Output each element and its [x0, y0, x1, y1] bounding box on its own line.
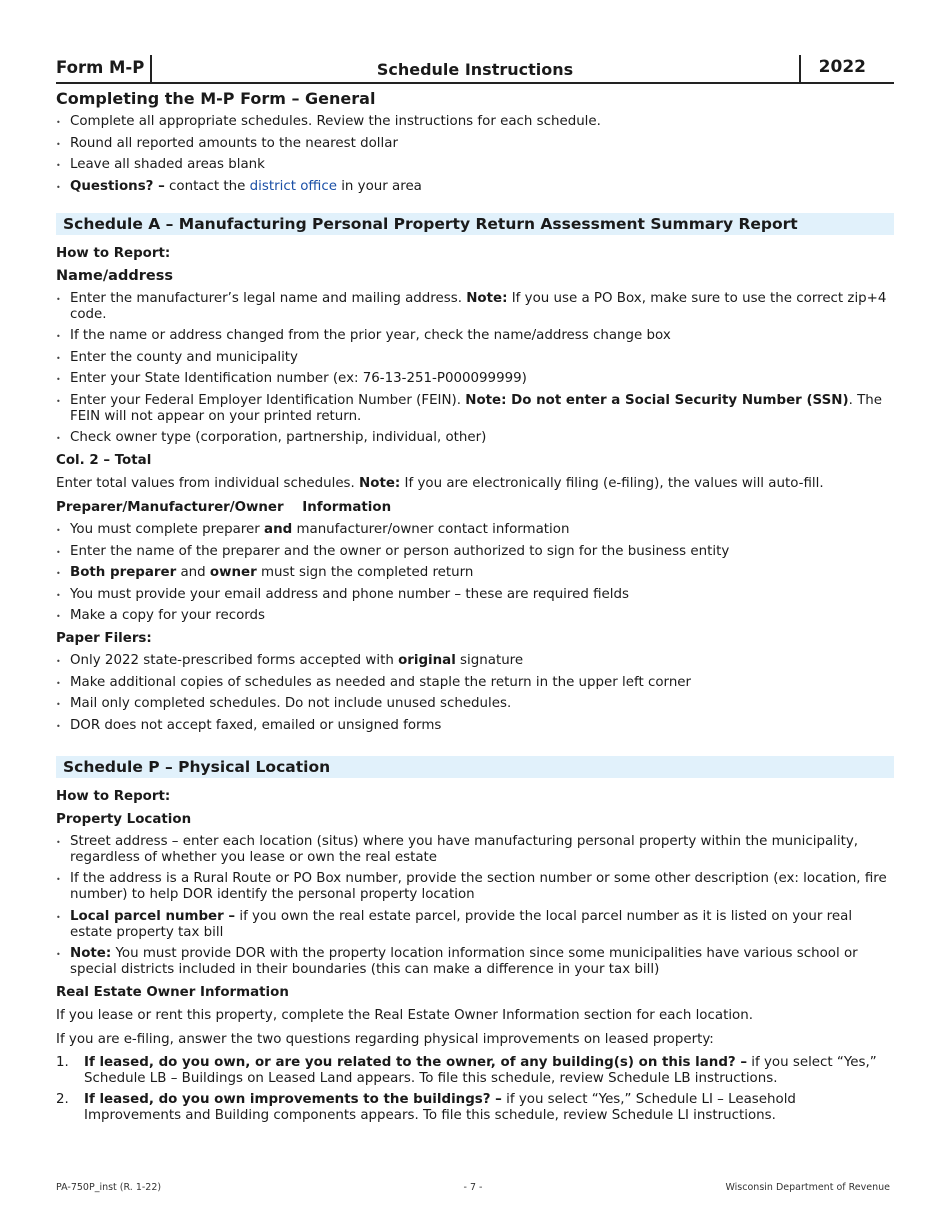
list-item: • DOR does not accept faxed, emailed or unsigned forms — [56, 718, 894, 734]
question-item — [56, 1092, 894, 1124]
note-label: Note: Do not enter a Social Security Number (SSN) — [465, 392, 849, 408]
item-text: if you select “Yes,” Schedule LB – Buildings on Leased Land appears. To file this schedule, review Schedule LB instructions. — [84, 1055, 877, 1086]
reo-paragraph: If you are e-filing, answer the two questions regarding physical improvements on leased property: — [56, 1032, 714, 1047]
note-label: Note: — [70, 946, 112, 961]
preparer-heading: Preparer/Manufacturer/Owner Information — [56, 500, 392, 515]
list-item: • Leave all shaded areas blank — [56, 157, 894, 173]
reo-paragraph: If you lease or rent this property, complete the Real Estate Owner Information section for each location. — [56, 1008, 753, 1023]
list-item — [56, 393, 894, 425]
bold-text: owner — [209, 565, 257, 580]
item-text: You must provide DOR with the property location information since some municipalities have various school or special districts included in their boundaries (this can make a difference in your tax bill) — [70, 946, 858, 977]
list-item: • Round all reported amounts to the nearest dollar — [56, 136, 894, 152]
header-year: 2022 — [818, 57, 866, 77]
page-header — [56, 52, 894, 84]
header-title: Schedule Instructions — [376, 60, 574, 79]
list-item: • Enter the county and municipality — [56, 350, 894, 366]
question-number: 1. — [56, 1055, 69, 1070]
item-text: . The FEIN will not appear on your printed return. — [70, 392, 882, 424]
list-item — [56, 909, 894, 941]
property-location-heading: Property Location — [56, 811, 192, 827]
question-item — [56, 1055, 894, 1087]
property-location-list — [56, 834, 894, 979]
header-divider-right — [799, 55, 801, 82]
list-item: • Street address – enter each location (situs) where you have manufacturing personal property within the municipality, regardless of whether you lease or own the real estate — [56, 834, 894, 866]
list-item: • Complete all appropriate schedules. Review the instructions for each schedule. — [56, 114, 894, 130]
form-code: PA-750P_inst (R. 1-22) — [56, 1182, 162, 1193]
list-item: • Enter the name of the preparer and the owner or person authorized to sign for the business entity — [56, 544, 894, 560]
list-item: • Enter your State Identification number (ex: 76-13-251-P000099999) — [56, 371, 894, 387]
item-text: and — [176, 565, 210, 580]
list-item — [56, 653, 894, 669]
schedule-p-how-to: How to Report: — [56, 788, 171, 804]
list-item: • If the address is a Rural Route or PO Box number, provide the section number or some other description (ex: location, fire number) to help DOR identify the personal property location — [56, 871, 894, 903]
form-label: Form M-P — [56, 58, 145, 77]
preparer-list — [56, 522, 894, 624]
item-text: manufacturer/owner contact information — [292, 522, 570, 537]
bold-text: Both preparer — [70, 565, 177, 580]
document-page — [56, 52, 894, 1129]
item-text: Enter the manufacturer’s legal name and mailing address. — [70, 290, 467, 306]
bold-text: If leased, do you own improvements to the buildings? – — [84, 1092, 502, 1107]
questions-text: contact the — [164, 178, 250, 194]
list-item: • Make additional copies of schedules as needed and staple the return in the upper left corner — [56, 675, 894, 691]
item-text: if you own the real estate parcel, provide the local parcel number as it is listed on your real estate property tax bill — [70, 908, 853, 940]
name-address-list — [56, 291, 894, 447]
list-item: • Check owner type (corporation, partnership, individual, other) — [56, 430, 894, 446]
list-item — [56, 946, 894, 978]
list-item: • If the name or address changed from the prior year, check the name/address change box — [56, 328, 894, 344]
paper-filers-list — [56, 653, 894, 734]
item-text: must sign the completed return — [256, 565, 474, 580]
paper-filers-heading: Paper Filers: — [56, 631, 152, 646]
item-text: Enter your Federal Employer Identification Number (FEIN). — [70, 392, 466, 408]
question-number: 2. — [56, 1092, 69, 1107]
page-number: - 7 - — [463, 1182, 483, 1193]
item-text: signature — [455, 653, 524, 668]
bold-text: If leased, do you own, or are you related to the owner, of any building(s) on this land? – — [84, 1055, 748, 1070]
schedule-a-how-to: How to Report: — [56, 245, 171, 261]
item-text: if you select “Yes,” Schedule LI – Leasehold Improvements and Building components appears. To file this schedule, review Schedule LI instructions. — [84, 1092, 796, 1123]
page-footer — [56, 1182, 890, 1196]
name-address-heading: Name/address — [56, 267, 173, 284]
bold-text: original — [398, 653, 456, 668]
item-text: If you are electronically filing (e-filing), the values will auto-fill. — [400, 476, 824, 491]
item-text: Enter total values from individual schedules. — [56, 476, 360, 491]
schedule-a-banner: Schedule A – Manufacturing Personal Property Return Assessment Summary Report — [56, 213, 894, 235]
bold-text: and — [264, 522, 293, 537]
department-name: Wisconsin Department of Revenue — [725, 1182, 890, 1193]
item-text: You must complete preparer — [70, 522, 265, 537]
list-item — [56, 179, 894, 195]
schedule-p-banner: Schedule P – Physical Location — [56, 756, 894, 778]
col2-heading: Col. 2 – Total — [56, 453, 152, 468]
general-heading: Completing the M-P Form – General — [56, 89, 376, 108]
note-label: Note: — [359, 476, 401, 491]
item-text: Only 2022 state-prescribed forms accepted with — [70, 653, 399, 668]
list-item — [56, 522, 894, 538]
list-item — [56, 291, 894, 323]
general-list — [56, 114, 894, 195]
note-label: Note: — [466, 290, 508, 306]
bold-text: Local parcel number – — [70, 908, 236, 924]
list-item — [56, 565, 894, 581]
questions-label: Questions? – — [70, 178, 165, 194]
list-item: • Mail only completed schedules. Do not include unused schedules. — [56, 696, 894, 712]
district-office-link[interactable]: district office — [249, 178, 337, 194]
real-estate-owner-heading: Real Estate Owner Information — [56, 985, 289, 1000]
col2-text — [56, 475, 894, 492]
reo-questions — [56, 1055, 894, 1124]
list-item: • Make a copy for your records — [56, 608, 894, 624]
questions-text-end: in your area — [336, 178, 422, 194]
list-item: • You must provide your email address and phone number – these are required fields — [56, 587, 894, 603]
item-text: If you use a PO Box, make sure to use the correct zip+4 code. — [70, 290, 887, 322]
